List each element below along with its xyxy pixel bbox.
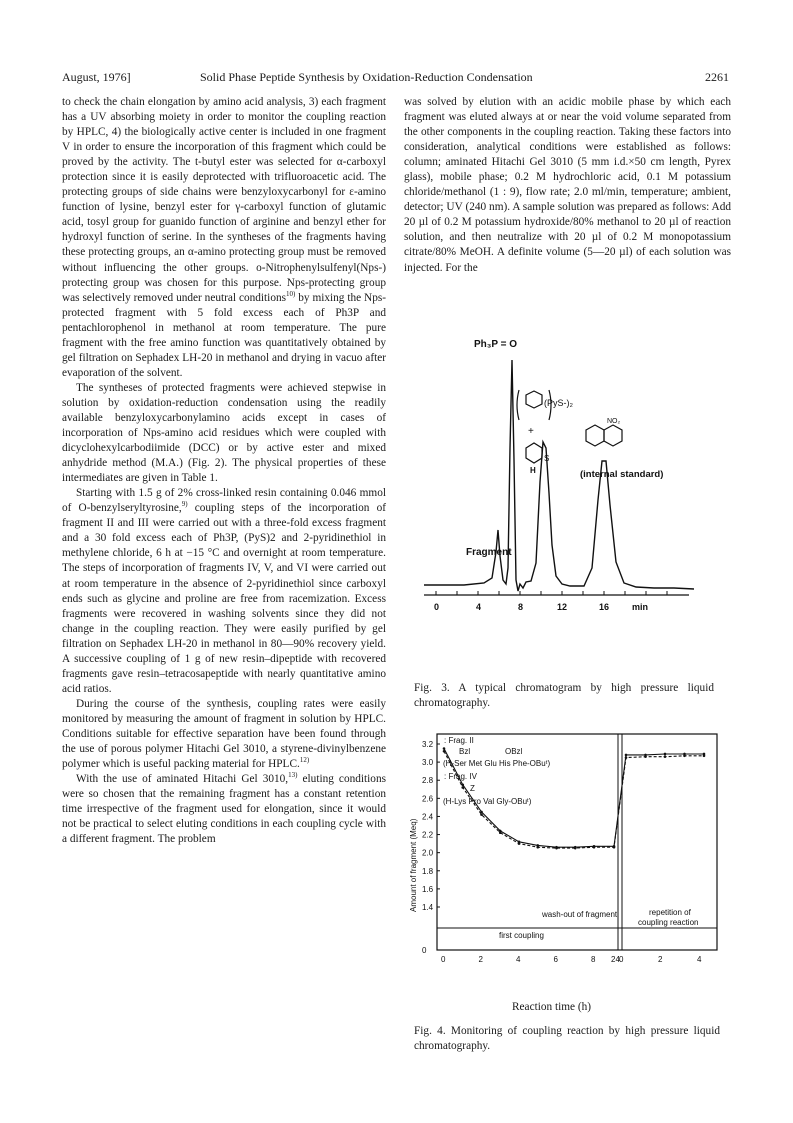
pys2-label: (PyS-)₂ <box>544 398 573 408</box>
data-point <box>664 755 667 758</box>
data-point <box>443 750 446 753</box>
repetition-label-2: coupling reaction <box>638 918 699 927</box>
x-tick-16: 16 <box>599 602 610 612</box>
paragraph-right-1: was solved by elution with an acidic mobile phase by which each fragment was eluted always at or near the void volume separated from the other components in the coupling reaction. Taking these factors into consideration, analytical conditions were established as follows: column; aminated Hitachi Gel 3010 (5 mm i.d.×50 cm length, Pyrex glass), mobile phase; 0.2 M hydrochloric acid, 0.1 M potassium chloride/methanol (1 : 9), flow rate; 2.0 ml/min, temperature; ambient, detector; UV (240 nm). A sample solution was prepared as follows: Add 20 µl of 0.2 M potassium hydroxide/80% methanol to 20 µl of reaction solution, and then neutralize with 20 µl of 0.2 M monopotassium citrate/80% MeOH. A definite volume (5—20 µl) of each solution was injected. For the <box>404 96 731 274</box>
legend-frag2-bzl: Bzl <box>459 747 471 756</box>
h-label: H <box>530 466 536 475</box>
running-header-title: Solid Phase Peptide Synthesis by Oxidation-Reduction Condensation <box>200 70 533 84</box>
ph3po-label: Ph₃P = O <box>474 339 518 350</box>
x-tick-label: 24 <box>611 955 620 964</box>
washout-label: wash-out of fragment <box>542 910 618 919</box>
paragraph-4: During the course of the synthesis, coupling rates were easily monitored by measuring the amount of fragment in solution by HPLC. Conditions suitable for effective separation have been found through the use of porous polymer Hitachi Gel 3010, a styrene-divinylbenzene polymer which is useful packing material for HPLC.$^{12)}$ <box>62 697 386 771</box>
right-column <box>404 95 731 276</box>
pyridinethione-structure <box>526 443 542 463</box>
y-tick-label: 1.8 <box>422 866 434 876</box>
figure-4-chart <box>404 732 734 990</box>
x-tick-label: 0 <box>441 955 446 964</box>
x-tick-8: 8 <box>518 602 524 612</box>
y-tick-label: 2.6 <box>422 794 434 804</box>
nitronaphthalene-structure <box>586 425 622 446</box>
data-point <box>703 754 706 757</box>
legend-frag2-seq: (H-Ser Met Glu His Phe-OBuᵗ) <box>443 759 551 768</box>
data-point <box>536 846 539 849</box>
legend-frag4-z: Z <box>470 784 475 793</box>
x-tick-0: 0 <box>434 602 440 612</box>
figure-3-caption: Fig. 3. A typical chromatogram by high pressure liquid chromatography. <box>414 682 714 709</box>
data-point <box>574 847 577 850</box>
x-tick-label: 4 <box>516 955 521 964</box>
y-tick-label: 3.2 <box>422 740 434 749</box>
data-point <box>443 747 446 750</box>
citation-13: 13) <box>288 771 298 780</box>
y-tick-label: 3.0 <box>422 758 434 768</box>
x-tick-12: 12 <box>557 602 568 612</box>
y-tick-label: 0 <box>422 946 427 955</box>
figure-4-caption: Fig. 4. Monitoring of coupling reaction by high pressure liquid chromatography. <box>414 1025 720 1052</box>
plus-label: + <box>528 426 534 437</box>
paragraph-2: The syntheses of protected fragments were achieved stepwise in solution by oxidation-reduction condensation using the readily available benzyloxycarbonylamino acids except in cases of incorporation of Nps-amino acid residues which were coupled with dicyclohexylcarbodiimide (DCC) or by active ester and mixed anhydride method (M.A.) (Fig. 2). The physical properties of these intermediates are given in Table 1. <box>62 381 386 485</box>
y-tick-label: 1.6 <box>422 884 434 894</box>
legend-frag2-obzl: OBzl <box>505 747 523 756</box>
x-tick-label: 6 <box>553 955 558 964</box>
y-tick-label: 2.4 <box>422 812 434 822</box>
x-tick-label: 4 <box>697 955 702 964</box>
y-tick-label: 2.0 <box>422 848 434 858</box>
legend-frag2: : Frag. II <box>444 736 474 745</box>
x-tick-label: 2 <box>478 955 483 964</box>
data-point <box>480 813 483 816</box>
data-point <box>593 846 596 849</box>
x-axis-label: Reaction time (h) <box>512 1001 592 1013</box>
x-tick-label: 0 <box>619 955 624 964</box>
data-point <box>683 754 686 757</box>
x-unit-min: min <box>632 602 649 612</box>
data-point <box>461 786 464 789</box>
paragraph-3: Starting with 1.5 g of 2% cross-linked resin containing 0.046 mmol of O-benzylseryltyrosine,$^{9)}$ coupling steps of the incorporation of fragment II and III were carried out with a three-fold excess fragment and a 30 fold excess each of Ph3P, (PyS)2 and 2-pyridinethiol in methylene chloride, 6 h at −15 °C and overnight at room temperature. The steps of incorporation of fragments IV, V, and VI were carried out at room temperature in the absence of 2-pyridinethiol since carboxyl ends such as glycine and proline are free from racemization. Excess fragments were recovered in washing solvents since they did not change in the coupling reaction. They were easily purified by gel filtration on Sephadex LH-20 in methanol in 80—90% recovery yield. A successive coupling of 1 g of new resin–dipeptide with recovered fragments gave resin–tetracosapeptide with nearly quantitative amino acid ratios. <box>62 487 386 695</box>
y-tick-label: 2.2 <box>422 830 434 840</box>
data-point <box>613 846 616 849</box>
x-tick-label: 8 <box>591 955 596 964</box>
repetition-label-1: repetition of <box>649 908 691 917</box>
citation-12: 12) <box>299 756 310 765</box>
figure-3-chromatogram <box>404 330 734 670</box>
legend-frag4-seq: (H-Lys Pro Val Gly-OBuᵗ) <box>443 797 532 806</box>
page-number: 2261 <box>705 70 729 84</box>
data-point <box>625 754 628 757</box>
s-label: S <box>544 454 550 463</box>
citation-9: 9) <box>181 500 188 509</box>
x-tick-4: 4 <box>476 602 482 612</box>
paragraph-1: to check the chain elongation by amino acid analysis, 3) each fragment has a UV absorbing moiety in order to monitor the coupling reaction by HPLC, 4) the biologically active center is included in one fragment V in order to ensure the incorporation of this fragment which could be proved by the activity. The t-butyl ester was selected for α-carboxyl protection since it is easily deprotected with trifluoroacetic acid. The protecting groups of side chains were benzyloxycarbonyl for ε-amino function of lysine, benzyl ester for γ-carboxyl function of glutamic acid, tosyl group for guanido function of arginine and benzyl ether for hydroxyl function of serine. In the syntheses of the fragments having these protecting groups, an α-amino protecting group must be removed without influencing the other groups. o-Nitrophenylsulfenyl(Nps-) protecting group was chosen for this purpose. Nps-protecting group was selectively removed under neutral conditions$^{10)}$ by mixing the Nps-protected fragment with 5 fold excess each of Ph3P and pentachlorophenol in methanol at room temperature. The pure fragment with the free amino function was quantitatively obtained by gel filtration on Sephadex LH-20 in methanol and drying in vacuo after evaporation of the solvent. <box>62 96 386 379</box>
first-coupling-label: first coupling <box>499 931 544 940</box>
citation-10: 10) <box>286 289 296 298</box>
data-point <box>644 755 647 758</box>
data-point <box>664 753 667 756</box>
y-tick-label: 2.8 <box>422 776 434 786</box>
data-point <box>555 847 558 850</box>
no2-label: NO₂ <box>607 418 621 425</box>
paragraph-5: With the use of aminated Hitachi Gel 3010,$^{13)}$ eluting conditions were so chosen that the remaining fragment has a constant retention time irrespective of the fragment used for elongation, since it would not be practical to select eluting conditions in each coupling cycle with a different fragment. The problem <box>62 771 387 846</box>
y-axis-label: Amount of fragment (Meq) <box>409 818 418 912</box>
x-tick-label: 2 <box>658 955 663 964</box>
data-point <box>499 831 502 834</box>
data-point <box>518 842 521 845</box>
internal-standard-label: (internal standard) <box>580 469 664 480</box>
left-column <box>62 95 386 847</box>
data-point <box>625 756 628 759</box>
y-tick-label: 1.4 <box>422 903 434 912</box>
legend-frag4: : Frag. IV <box>444 772 477 781</box>
running-header-date: August, 1976] <box>62 70 131 84</box>
fragment-label: Fragment <box>466 547 512 558</box>
x-ticks <box>441 955 702 964</box>
